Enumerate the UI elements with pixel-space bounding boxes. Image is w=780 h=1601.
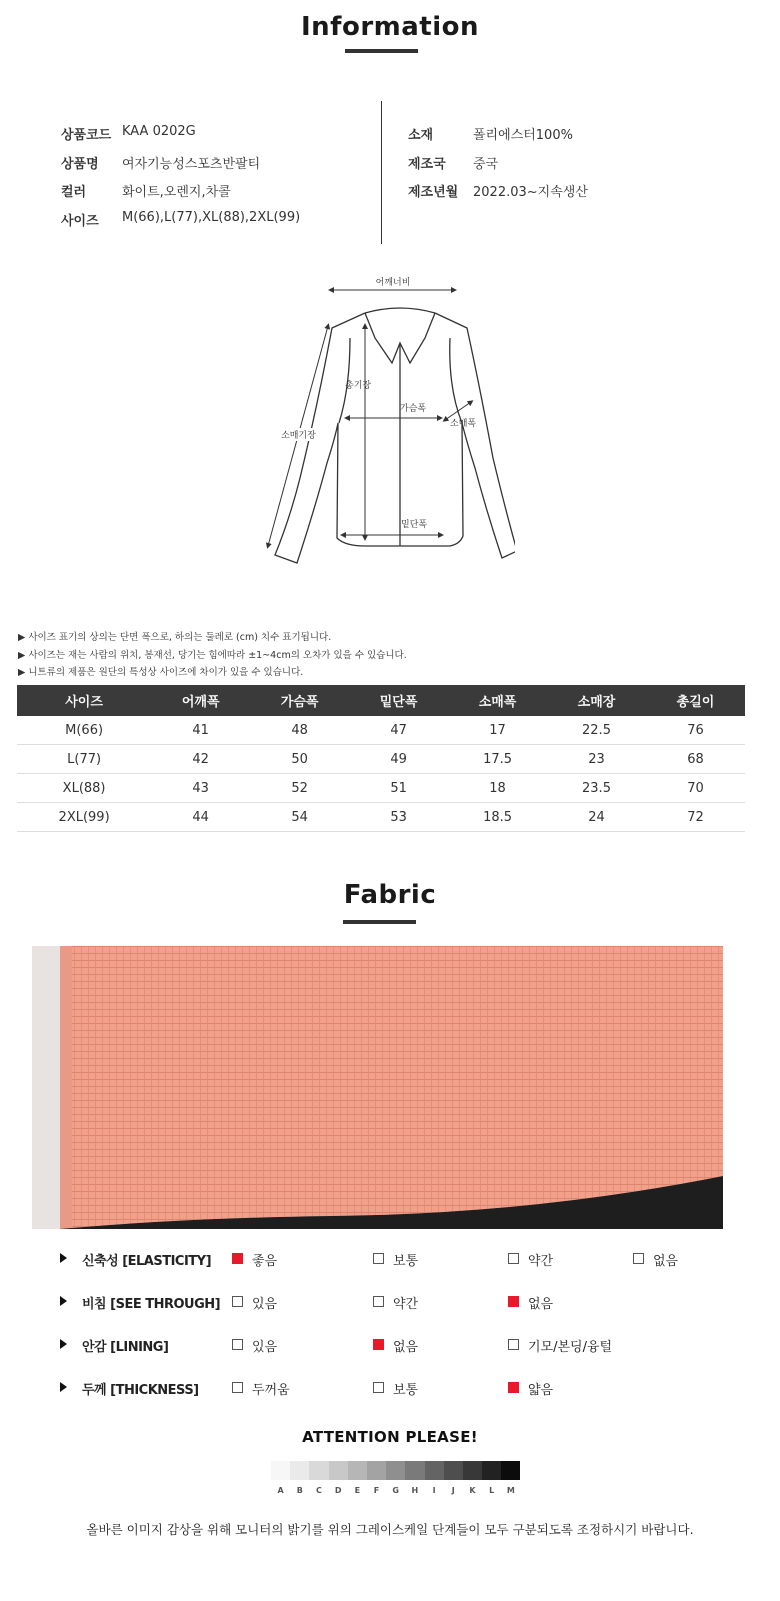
fabric-texture — [32, 946, 723, 1229]
info-value: 중국 — [473, 157, 499, 172]
table-cell: 18 — [448, 774, 547, 803]
checkbox[interactable] — [508, 1296, 519, 1307]
information-title-underline — [345, 49, 418, 53]
option-label: 약간 — [393, 1297, 419, 1312]
gray-swatch-letter: D — [334, 1486, 342, 1495]
gray-swatch — [405, 1461, 424, 1480]
gray-swatch — [367, 1461, 386, 1480]
size-note: ▶ 사이즈는 재는 사람의 위치, 봉재선, 당기는 힘에따라 ±1~4cm의 오차가 있을 수 있습니다. — [18, 650, 407, 661]
attr-row-thickness — [0, 1379, 780, 1399]
option-label: 보통 — [393, 1254, 419, 1269]
checkbox[interactable] — [373, 1296, 384, 1307]
info-key: 사이즈 — [61, 214, 99, 229]
bullet-arrow-icon — [60, 1296, 67, 1306]
sleeve-length-label: 소매기장 — [281, 431, 316, 441]
info-key: 제조국 — [408, 157, 446, 172]
info-key: 상품코드 — [61, 128, 112, 143]
gray-swatch-letter: B — [296, 1486, 303, 1495]
checkbox[interactable] — [232, 1253, 243, 1264]
header-cell: 소매폭 — [448, 685, 547, 716]
attention-note: 올바른 이미지 감상을 위해 모니터의 밝기를 위의 그레이스케일 단계들이 모두 구분되도록 조정하시기 바랍니다. — [86, 1522, 694, 1537]
table-cell: XL(88) — [17, 774, 151, 803]
fabric-closeup-image — [32, 946, 723, 1229]
checkbox[interactable] — [508, 1253, 519, 1264]
option-label: 있음 — [252, 1297, 278, 1312]
option-label: 있음 — [252, 1340, 278, 1355]
header-cell: 총길이 — [646, 685, 745, 716]
gray-swatch — [348, 1461, 367, 1480]
info-value: 2022.03~지속생산 — [473, 185, 588, 200]
gray-swatch-letter: K — [469, 1486, 476, 1495]
table-cell: 48 — [250, 716, 349, 745]
info-value: 화이트,오렌지,차콜 — [122, 185, 231, 200]
table-cell: 68 — [646, 745, 745, 774]
checkbox[interactable] — [633, 1253, 644, 1264]
gray-swatch-letter: M — [506, 1486, 515, 1495]
table-cell: 43 — [151, 774, 250, 803]
table-cell: 70 — [646, 774, 745, 803]
gray-swatch — [425, 1461, 444, 1480]
info-value: KAA 0202G — [122, 124, 196, 139]
table-cell: 53 — [349, 803, 448, 832]
option-label: 약간 — [528, 1254, 554, 1269]
table-cell: 52 — [250, 774, 349, 803]
table-row — [17, 803, 745, 832]
info-value: 여자기능성스포츠반팔티 — [122, 157, 261, 172]
checkbox[interactable] — [373, 1253, 384, 1264]
gray-swatch-letter: A — [277, 1486, 284, 1495]
size-note: ▶ 니트류의 제품은 원단의 특성상 사이즈에 차이가 있을 수 있습니다. — [18, 667, 304, 678]
table-cell: 22.5 — [547, 716, 646, 745]
attr-label: 두께 [THICKNESS] — [82, 1383, 199, 1398]
option-label: 없음 — [528, 1297, 554, 1312]
header-cell: 소매장 — [547, 685, 646, 716]
header-cell: 사이즈 — [17, 685, 151, 716]
table-cell: 23 — [547, 745, 646, 774]
gray-swatch — [482, 1461, 501, 1480]
info-key: 소재 — [408, 128, 434, 143]
size-table — [17, 685, 745, 832]
gray-swatch-letter: I — [432, 1486, 436, 1495]
gray-swatch — [329, 1461, 348, 1480]
option-label: 보통 — [393, 1383, 419, 1398]
option-label: 없음 — [653, 1254, 679, 1269]
attention-title: ATTENTION PLEASE! — [302, 1428, 478, 1446]
grayscale-bar — [271, 1461, 520, 1480]
chest-label: 가슴폭 — [400, 404, 427, 414]
info-divider — [381, 101, 382, 244]
option-label: 좋음 — [252, 1254, 278, 1269]
table-row — [17, 716, 745, 745]
fabric-title-underline — [343, 920, 416, 924]
option-label: 얇음 — [528, 1383, 554, 1398]
header-cell: 어깨폭 — [151, 685, 250, 716]
attr-row-see-through — [0, 1293, 780, 1313]
checkbox[interactable] — [232, 1339, 243, 1350]
gray-swatch — [444, 1461, 463, 1480]
gray-swatch-letter: G — [392, 1486, 399, 1495]
size-table-header — [17, 685, 745, 716]
checkbox[interactable] — [508, 1382, 519, 1393]
size-note: ▶ 사이즈 표기의 상의는 단면 폭으로, 하의는 둘레로 (cm) 치수 표기됩니다. — [18, 632, 332, 643]
info-key: 상품명 — [61, 157, 99, 172]
header-cell: 가슴폭 — [250, 685, 349, 716]
bullet-arrow-icon — [60, 1253, 67, 1263]
bullet-arrow-icon — [60, 1339, 67, 1349]
info-value: 폴리에스터100% — [473, 128, 573, 143]
gray-swatch — [309, 1461, 328, 1480]
info-key: 컬러 — [61, 185, 87, 200]
checkbox[interactable] — [373, 1382, 384, 1393]
table-cell: 2XL(99) — [17, 803, 151, 832]
table-cell: 17 — [448, 716, 547, 745]
fabric-title: Fabric — [343, 880, 437, 910]
table-cell: 44 — [151, 803, 250, 832]
checkbox[interactable] — [232, 1296, 243, 1307]
attr-row-elasticity — [0, 1250, 780, 1270]
attr-label: 비침 [SEE THROUGH] — [82, 1297, 221, 1312]
table-cell: L(77) — [17, 745, 151, 774]
garment-measurement-diagram — [255, 268, 515, 568]
table-row — [17, 774, 745, 803]
attr-label: 안감 [LINING] — [82, 1340, 169, 1355]
gray-swatch — [290, 1461, 309, 1480]
table-cell: 54 — [250, 803, 349, 832]
option-label: 기모/본딩/융털 — [528, 1340, 613, 1355]
table-cell: 51 — [349, 774, 448, 803]
table-cell: 41 — [151, 716, 250, 745]
table-cell: 42 — [151, 745, 250, 774]
option-label: 없음 — [393, 1340, 419, 1355]
gray-swatch-letter: J — [451, 1486, 455, 1495]
table-cell: 47 — [349, 716, 448, 745]
hem-label: 밑단폭 — [401, 520, 428, 530]
information-title: Information — [300, 12, 480, 42]
checkbox[interactable] — [508, 1339, 519, 1350]
attr-row-lining — [0, 1336, 780, 1356]
gray-swatch-letter: L — [489, 1486, 495, 1495]
table-cell: M(66) — [17, 716, 151, 745]
grayscale-letters — [271, 1486, 520, 1495]
info-value: M(66),L(77),XL(88),2XL(99) — [122, 210, 301, 225]
shoulder-label: 어깨너비 — [375, 278, 411, 288]
table-cell: 50 — [250, 745, 349, 774]
gray-swatch-letter: F — [373, 1486, 380, 1495]
gray-swatch-letter: H — [411, 1486, 419, 1495]
table-cell: 72 — [646, 803, 745, 832]
sleeve-width-arrow — [445, 402, 471, 420]
table-row — [17, 745, 745, 774]
sleeve-width-label: 소매폭 — [450, 419, 477, 429]
bullet-arrow-icon — [60, 1382, 67, 1392]
checkbox[interactable] — [232, 1382, 243, 1393]
table-cell: 76 — [646, 716, 745, 745]
gray-swatch — [386, 1461, 405, 1480]
table-cell: 24 — [547, 803, 646, 832]
gray-swatch-letter: C — [316, 1486, 322, 1495]
gray-swatch-letter: E — [354, 1486, 361, 1495]
table-cell: 23.5 — [547, 774, 646, 803]
gray-swatch — [463, 1461, 482, 1480]
table-cell: 17.5 — [448, 745, 547, 774]
checkbox[interactable] — [373, 1339, 384, 1350]
header-cell: 밑단폭 — [349, 685, 448, 716]
attr-label: 신축성 [ELASTICITY] — [82, 1254, 212, 1269]
gray-swatch — [271, 1461, 290, 1480]
option-label: 두꺼움 — [252, 1383, 290, 1398]
gray-swatch — [501, 1461, 520, 1480]
table-cell: 18.5 — [448, 803, 547, 832]
info-key: 제조년월 — [408, 185, 459, 200]
table-cell: 49 — [349, 745, 448, 774]
length-label: 총기장 — [345, 381, 372, 391]
